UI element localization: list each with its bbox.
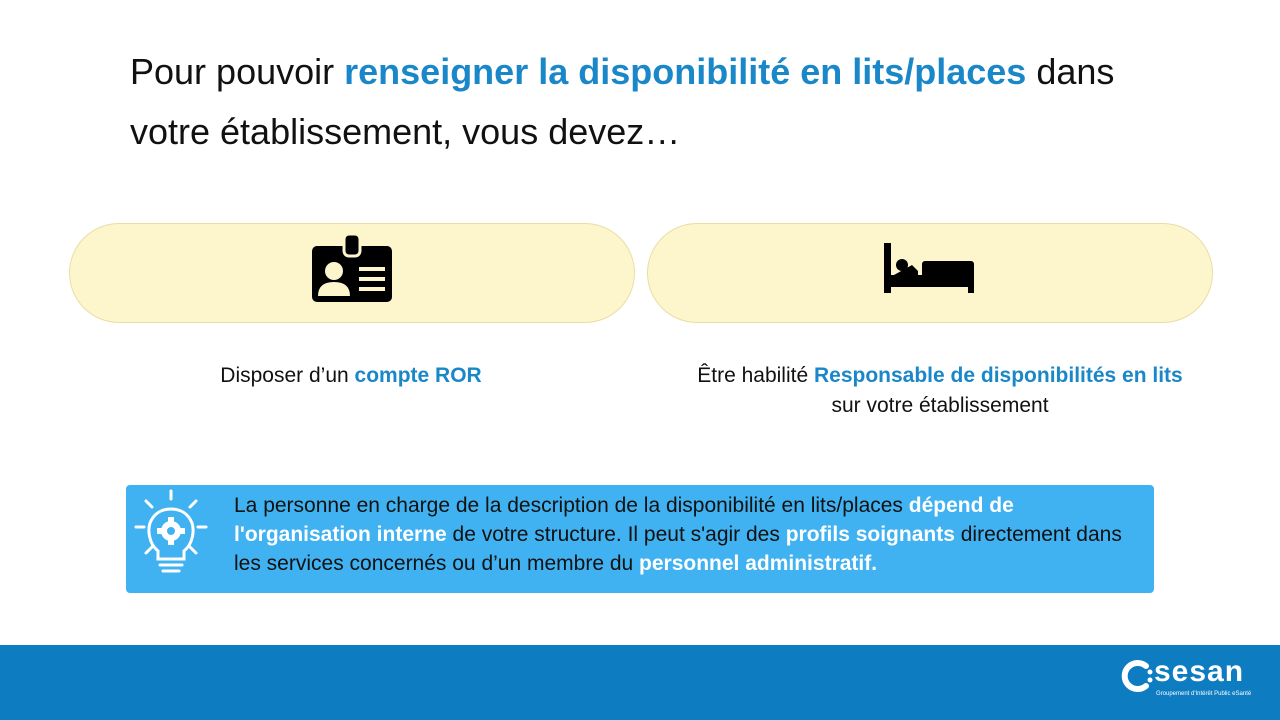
- logo-wordmark: sesan: [1154, 655, 1245, 688]
- lightbulb-gear-icon: [134, 489, 216, 581]
- title-part2: dans votre établissement, vous devez…: [130, 51, 1115, 152]
- requirement-card-account: [69, 223, 635, 323]
- id-badge-icon: [312, 234, 392, 304]
- bed-icon: [884, 243, 976, 295]
- logo-subtitle: Groupement d'Intérêt Public eSanté: [1156, 691, 1252, 697]
- sesan-logo: [1120, 653, 1250, 703]
- page-title: [130, 42, 1170, 162]
- requirement-caption-responsible: Être habilité Responsable de disponibilités en lits sur votre établissement: [697, 364, 1183, 417]
- logo-mark-icon: [1120, 659, 1154, 693]
- requirement-caption-account: Disposer d’un compte ROR: [220, 364, 482, 387]
- footer-bar: [0, 645, 1280, 720]
- title-highlight: renseigner la disponibilité en lits/places: [344, 51, 1027, 92]
- info-callout-text: La personne en charge de la description de la disponibilité en lits/places dépend de l'organisation interne de votre structure. Il peut s'agir des profils soignants directement dans les services concernés ou d’un membre du personnel administratif.: [234, 494, 1122, 575]
- requirement-card-responsible: [647, 223, 1213, 323]
- title-part1: Pour pouvoir: [130, 51, 345, 92]
- info-callout: [126, 485, 1154, 593]
